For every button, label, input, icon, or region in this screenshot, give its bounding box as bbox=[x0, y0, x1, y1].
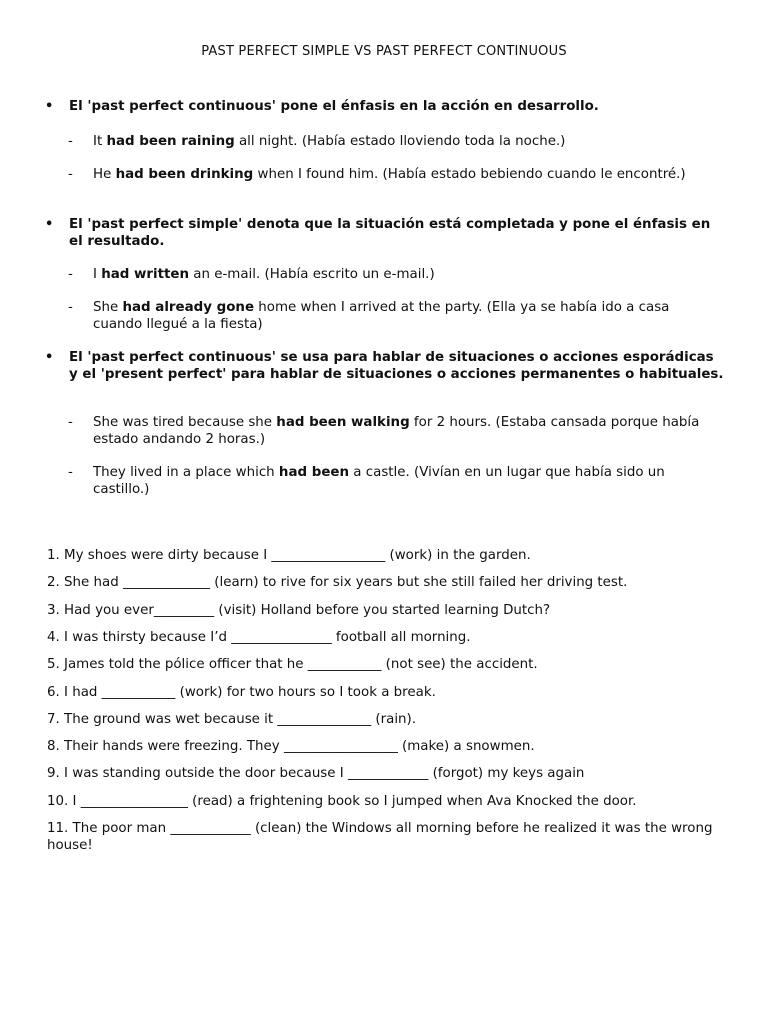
example-item bbox=[68, 166, 718, 183]
exercise-item: 3. Had you ever_________ (visit) Holland before you started learning Dutch? bbox=[47, 603, 551, 618]
example-item bbox=[68, 133, 718, 150]
exercise-item: 11. The poor man ____________ (clean) the Windows all morning before he realized it was the wrong house! bbox=[47, 821, 713, 853]
exercise-item: 1. My shoes were dirty because I _________________ (work) in the garden. bbox=[47, 548, 531, 563]
example-item bbox=[68, 464, 718, 498]
example-text: She had already gone home when I arrived at the party. (Ella ya se había ido a casa cuando llegué a la fiesta) bbox=[93, 300, 670, 332]
example-item bbox=[68, 414, 718, 448]
dash-marker: - bbox=[68, 465, 73, 480]
example-highlight: had been drinking bbox=[115, 167, 254, 182]
example-item bbox=[68, 266, 718, 283]
exercise-item: 5. James told the pólice officer that he ___________ (not see) the accident. bbox=[47, 657, 538, 672]
example-highlight: had written bbox=[101, 267, 190, 282]
example-text: It had been raining all night. (Había estado lloviendo toda la noche.) bbox=[93, 134, 566, 149]
exercise-item: 7. The ground was wet because it ______________ (rain). bbox=[47, 712, 417, 727]
bullet-marker: • bbox=[45, 217, 54, 232]
dash-marker: - bbox=[68, 167, 73, 182]
dash-marker: - bbox=[68, 267, 73, 282]
bullet-marker: • bbox=[45, 99, 54, 114]
example-highlight: had been walking bbox=[276, 415, 410, 430]
page-title: PAST PERFECT SIMPLE VS PAST PERFECT CONTINUOUS bbox=[201, 44, 567, 59]
example-item bbox=[68, 299, 718, 333]
example-text: She was tired because she had been walking for 2 hours. (Estaba cansada porque había estado andando 2 horas.) bbox=[93, 415, 700, 447]
bullet-text: El 'past perfect continuous' pone el énfasis en la acción en desarrollo. bbox=[69, 99, 599, 114]
example-highlight: had been raining bbox=[106, 134, 235, 149]
exercise-item: 8. Their hands were freezing. They _________________ (make) a snowmen. bbox=[47, 739, 535, 754]
bullet-item bbox=[45, 98, 725, 115]
example-text: They lived in a place which had been a castle. (Vivían en un lugar que había sido un castillo.) bbox=[93, 465, 665, 497]
exercise-item: 4. I was thirsty because I’d _______________ football all morning. bbox=[47, 630, 471, 645]
bullet-item bbox=[45, 349, 725, 383]
bullet-text: El 'past perfect simple' denota que la situación está completada y pone el énfasis en el resultado. bbox=[69, 217, 711, 249]
example-highlight: had been bbox=[278, 465, 350, 480]
example-text: He had been drinking when I found him. (Había estado bebiendo cuando le encontré.) bbox=[93, 167, 686, 182]
exercise-item: 10. I ________________ (read) a frightening book so I jumped when Ava Knocked the door. bbox=[47, 794, 637, 809]
dash-marker: - bbox=[68, 415, 73, 430]
example-text: I had written an e-mail. (Había escrito un e-mail.) bbox=[93, 267, 435, 282]
exercise-item: 2. She had _____________ (learn) to rive for six years but she still failed her driving test. bbox=[47, 575, 628, 590]
exercise-item: 9. I was standing outside the door because I ____________ (forgot) my keys again bbox=[47, 766, 585, 781]
exercise-item: 6. I had ___________ (work) for two hours so I took a break. bbox=[47, 685, 436, 700]
dash-marker: - bbox=[68, 134, 73, 149]
dash-marker: - bbox=[68, 300, 73, 315]
bullet-text: El 'past perfect continuous' se usa para hablar de situaciones o acciones esporádicas y el 'present perfect' para hablar de situaciones o acciones permanentes o habituales. bbox=[69, 350, 724, 382]
bullet-item bbox=[45, 216, 725, 250]
example-highlight: had already gone bbox=[122, 300, 255, 315]
bullet-marker: • bbox=[45, 350, 54, 365]
